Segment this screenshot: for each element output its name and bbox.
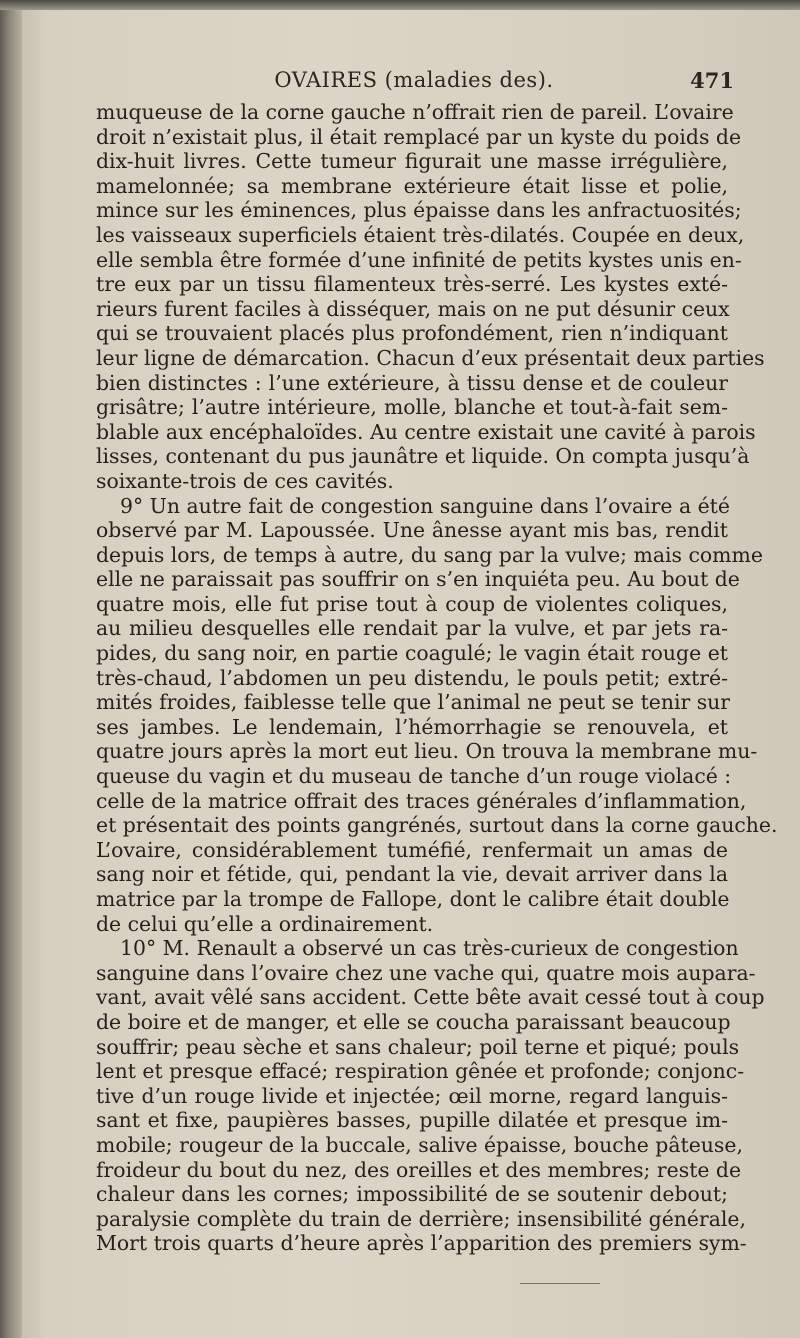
text-line: tre eux par un tissu filamenteux très-serré. Les kystes exté- xyxy=(96,272,728,297)
text-line: depuis lors, de temps à autre, du sang par la vulve; mais comme xyxy=(96,542,763,567)
text-line: sang noir et fétide, qui, pendant la vie, devait arriver dans la xyxy=(96,862,728,887)
text-line: au milieu desquelles elle rendait par la vulve, et par jets ra- xyxy=(96,616,728,641)
text-line: tive d’un rouge livide et injectée; œil morne, regard languis- xyxy=(96,1083,728,1108)
text-line: Mort trois quarts d’heure après l’apparition des premiers sym- xyxy=(96,1231,747,1256)
text-line: mobile; rougeur de la buccale, salive épaisse, bouche pâteuse, xyxy=(96,1132,743,1157)
text-line: paralysie complète du train de derrière; insensibilité générale, xyxy=(96,1206,746,1231)
text-line: mince sur les éminences, plus épaisse dans les anfractuosités; xyxy=(96,198,742,223)
page-header xyxy=(94,68,734,98)
text-line: ses jambes. Le lendemain, l’hémorrhagie se renouvela, et xyxy=(96,714,728,739)
text-line: de boire et de manger, et elle se coucha paraissant beaucoup xyxy=(96,1009,731,1034)
text-line: bien distinctes : l’une extérieure, à tissu dense et de couleur xyxy=(96,370,728,395)
text-line: mités froides, faiblesse telle que l’animal ne peut se tenir sur xyxy=(96,690,731,715)
text-line: et présentait des points gangrénés, surtout dans la corne gauche. xyxy=(96,813,778,838)
text-line: leur ligne de démarcation. Chacun d’eux présentait deux parties xyxy=(96,345,765,370)
text-line: pides, du sang noir, en partie coagulé; le vagin était rouge et xyxy=(96,641,728,666)
text-line: queuse du vagin et du museau de tanche d’un rouge violacé : xyxy=(96,764,732,789)
text-line: observé par M. Lapoussée. Une ânesse ayant mis bas, rendit xyxy=(96,518,728,543)
text-line: les vaisseaux superficiels étaient très-dilatés. Coupée en deux, xyxy=(96,222,745,247)
text-line: souffrir; peau sèche et sans chaleur; poil terne et piqué; pouls xyxy=(96,1034,740,1059)
text-line: lisses, contenant du pus jaunâtre et liquide. On compta jusqu’à xyxy=(96,444,750,469)
text-line: qui se trouvaient placés plus profondément, rien n’indiquant xyxy=(96,321,728,346)
text-line: dix-huit livres. Cette tumeur figurait une masse irrégulière, xyxy=(96,149,728,174)
text-line: grisâtre; l’autre intérieure, molle, blanche et tout-à-fait sem- xyxy=(96,395,728,420)
running-title: OVAIRES (maladies des). xyxy=(274,68,554,92)
text-line: celle de la matrice offrait des traces générales d’inflammation, xyxy=(96,788,747,813)
text-line: très-chaud, l’abdomen un peu distendu, le pouls petit; extré- xyxy=(96,665,728,690)
text-line: froideur du bout du nez, des oreilles et des membres; reste de xyxy=(96,1157,742,1182)
text-line: 9° Un autre fait de congestion sanguine dans l’ovaire a été xyxy=(120,493,730,518)
text-line: elle sembla être formée d’une infinité de petits kystes unis en- xyxy=(96,247,742,272)
text-line: L’ovaire, considérablement tuméfié, renfermait un amas de xyxy=(96,837,728,862)
text-line: quatre jours après la mort eut lieu. On trouva la membrane mu- xyxy=(96,739,758,764)
text-line: elle ne paraissait pas souffrir on s’en inquiéta peu. Au bout de xyxy=(96,567,740,592)
text-line: mamelonnée; sa membrane extérieure était lisse et polie, xyxy=(96,173,728,198)
text-line: soixante-trois de ces cavités. xyxy=(96,468,394,493)
text-line: muqueuse de la corne gauche n’offrait rien de pareil. L’ovaire xyxy=(96,100,734,124)
text-line: lent et presque effacé; respiration gênée et profonde; conjonc- xyxy=(96,1059,745,1084)
text-line: blable aux encéphaloïdes. Au centre existait une cavité à parois xyxy=(96,419,756,444)
text-line: vant, avait vêlé sans accident. Cette bête avait cessé tout à coup xyxy=(96,985,765,1010)
page-top-edge xyxy=(0,0,800,10)
text-line: rieurs furent faciles à disséquer, mais on ne put désunir ceux xyxy=(96,296,730,321)
text-line: matrice par la trompe de Fallope, dont le calibre était double xyxy=(96,887,730,911)
page-number: 471 xyxy=(690,68,734,93)
text-line: de celui qu’elle a ordinairement. xyxy=(96,911,434,936)
footer-rule xyxy=(520,1283,600,1284)
book-spine-shadow xyxy=(0,0,22,1338)
text-line: sant et fixe, paupières basses, pupille dilatée et presque im- xyxy=(96,1108,728,1133)
text-line: droit n’existait plus, il était remplacé par un kyste du poids de xyxy=(96,124,742,149)
body-text xyxy=(96,100,778,1256)
text-line: quatre mois, elle fut prise tout à coup de violentes coliques, xyxy=(96,591,728,616)
text-line: chaleur dans les cornes; impossibilité de se soutenir debout; xyxy=(96,1182,728,1207)
text-line: sanguine dans l’ovaire chez une vache qui, quatre mois aupara- xyxy=(96,960,756,985)
text-line: 10° M. Renault a observé un cas très-curieux de congestion xyxy=(120,936,739,961)
